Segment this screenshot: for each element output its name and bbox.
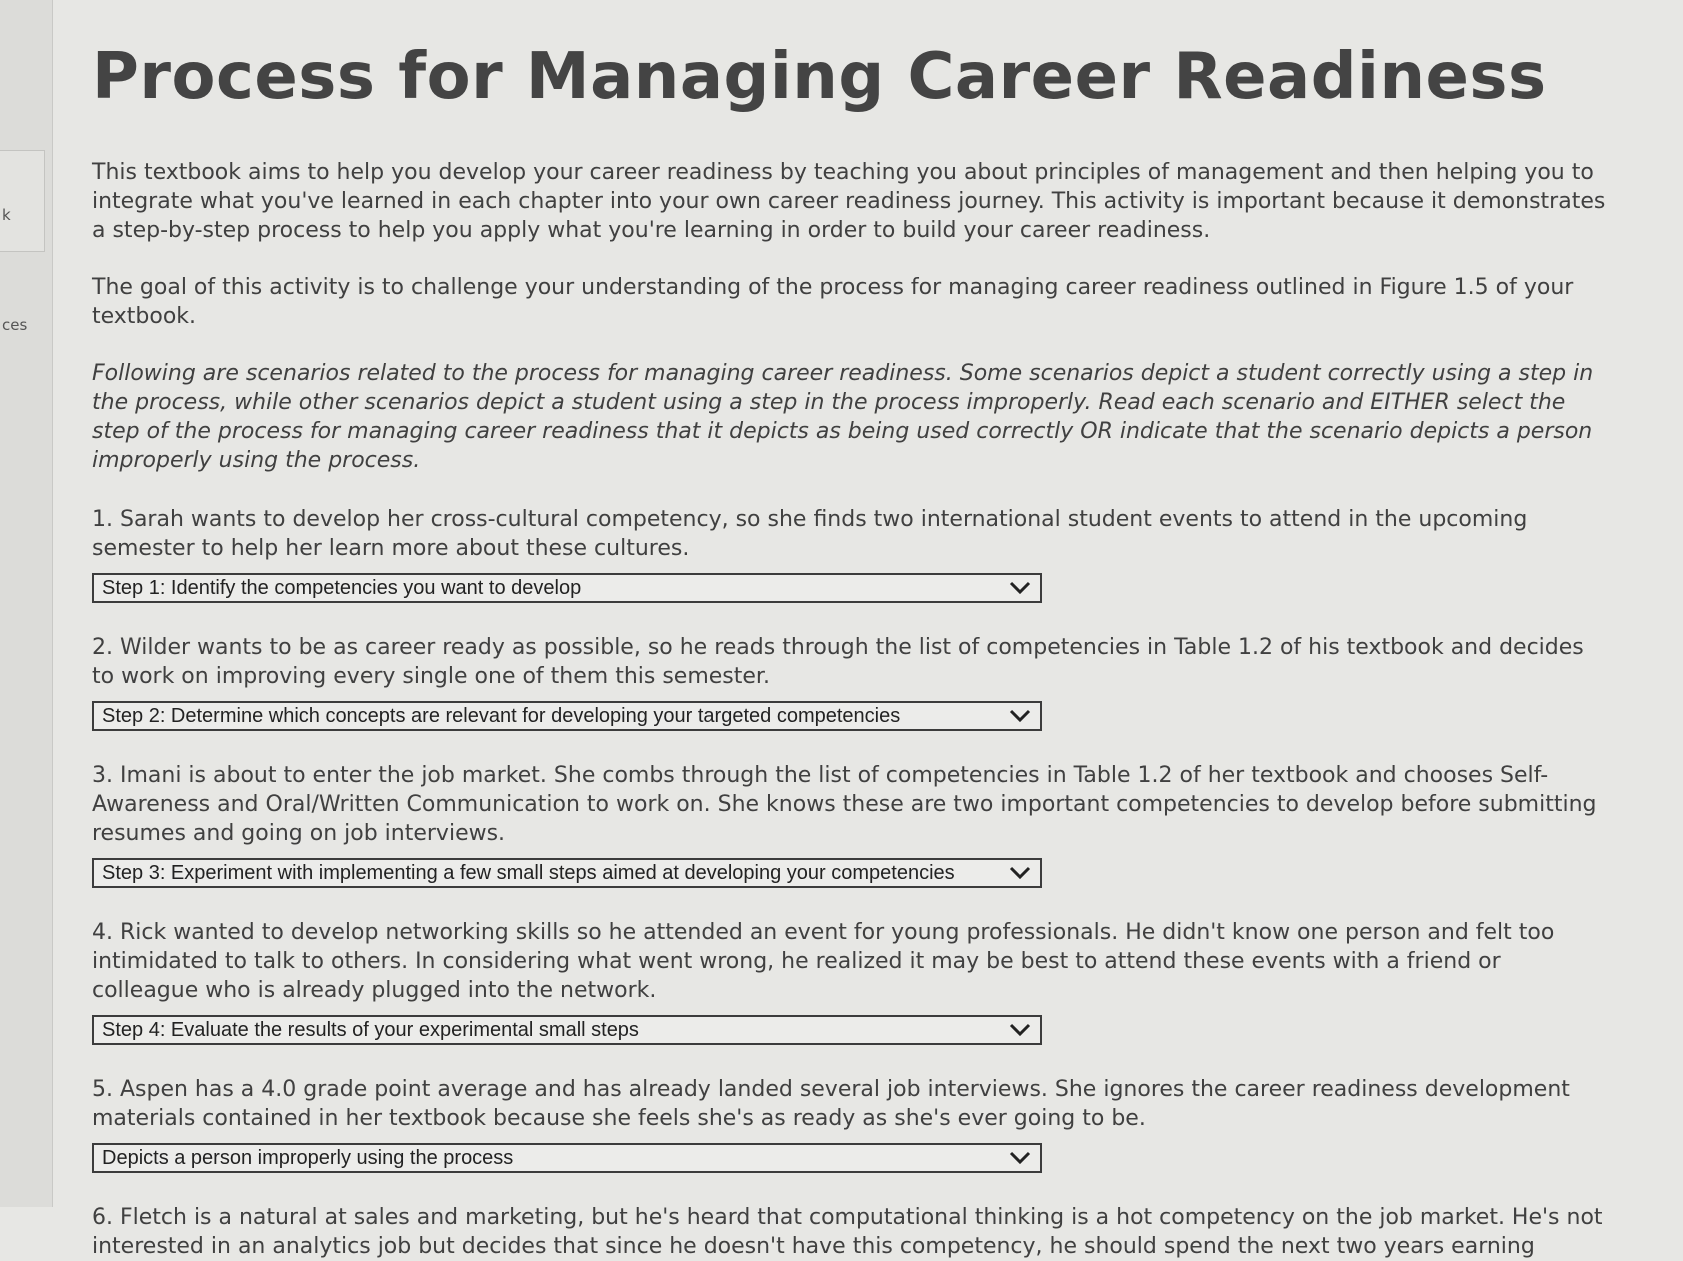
question-5: [92, 1075, 1612, 1173]
answer-dropdown-2[interactable]: [92, 701, 1042, 731]
sidebar-tab-1[interactable]: [0, 150, 45, 252]
instructions-paragraph: Following are scenarios related to the process for managing career readiness. Some scenarios depict a student correctly using a step in the process, while other scenarios depict a student using a step in the process improperly. Read each scenario and EITHER select the step of the process for managing career readiness that it depicts as being used correctly OR indicate that the scenario depicts a person improperly using the process.: [92, 361, 1594, 473]
question-text: 6. Fletch is a natural at sales and marketing, but he's heard that computational thinking is a hot competency on the job market. He's not interested in an analytics job but decides that since he doesn't have this competency, he should spend the next two years earning: [92, 1205, 1603, 1259]
chevron-down-icon: [1008, 1150, 1032, 1166]
chevron-down-icon: [1008, 708, 1032, 724]
dropdown-selected-value: Step 4: Evaluate the results of your experimental small steps: [102, 1018, 639, 1041]
answer-dropdown-5[interactable]: [92, 1143, 1042, 1173]
question-text: 5. Aspen has a 4.0 grade point average and has already landed several job interviews. She ignores the career readiness development materials contained in her textbook because she feels she's as ready as she's ever going to be.: [92, 1077, 1570, 1131]
question-text: 3. Imani is about to enter the job market. She combs through the list of competencies in Table 1.2 of her textbook and chooses Self-Awareness and Oral/Written Communication to work on. She knows these are two important competencies to develop before submitting resumes and going on job interviews.: [92, 763, 1597, 846]
chevron-down-icon: [1008, 865, 1032, 881]
dropdown-selected-value: Step 1: Identify the competencies you want to develop: [102, 576, 582, 599]
dropdown-selected-value: Step 2: Determine which concepts are relevant for developing your targeted competencies: [102, 704, 901, 727]
intro-paragraph: This textbook aims to help you develop your career readiness by teaching you about principles of management and then helping you to integrate what you've learned in each chapter into your own career readiness journey. This activity is important because it demonstrates a step-by-step process to help you apply what you're learning in order to build your career readiness.: [92, 160, 1606, 243]
left-sidebar: [0, 0, 53, 1207]
answer-dropdown-3[interactable]: [92, 858, 1042, 888]
question-text: 1. Sarah wants to develop her cross-cultural competency, so she finds two international student events to attend in the upcoming semester to help her learn more about these cultures.: [92, 507, 1528, 561]
question-text: 2. Wilder wants to be as career ready as possible, so he reads through the list of competencies in Table 1.2 of his textbook and decides to work on improving every single one of them this semester.: [92, 635, 1584, 689]
question-text: 4. Rick wanted to develop networking skills so he attended an event for young professionals. He didn't know one person and felt too intimidated to talk to others. In considering what went wrong, he realized it may be best to attend these events with a friend or colleague who is already plugged into the network.: [92, 920, 1555, 1003]
main-content: [92, 40, 1612, 1261]
goal-paragraph: The goal of this activity is to challenge your understanding of the process for managing career readiness outlined in Figure 1.5 of your textbook.: [92, 275, 1574, 329]
question-1: [92, 505, 1612, 603]
chevron-down-icon: [1008, 580, 1032, 596]
sidebar-item-label: k: [2, 206, 11, 224]
dropdown-selected-value: Step 3: Experiment with implementing a few small steps aimed at developing your competencies: [102, 861, 955, 884]
question-2: [92, 633, 1612, 731]
page-title: Process for Managing Career Readiness: [92, 40, 1547, 114]
answer-dropdown-1[interactable]: [92, 573, 1042, 603]
question-6: [92, 1203, 1612, 1261]
answer-dropdown-4[interactable]: [92, 1015, 1042, 1045]
sidebar-item-resources[interactable]: ces: [2, 316, 28, 334]
chevron-down-icon: [1008, 1022, 1032, 1038]
question-4: [92, 918, 1612, 1045]
question-3: [92, 761, 1612, 888]
dropdown-selected-value: Depicts a person improperly using the process: [102, 1146, 514, 1169]
